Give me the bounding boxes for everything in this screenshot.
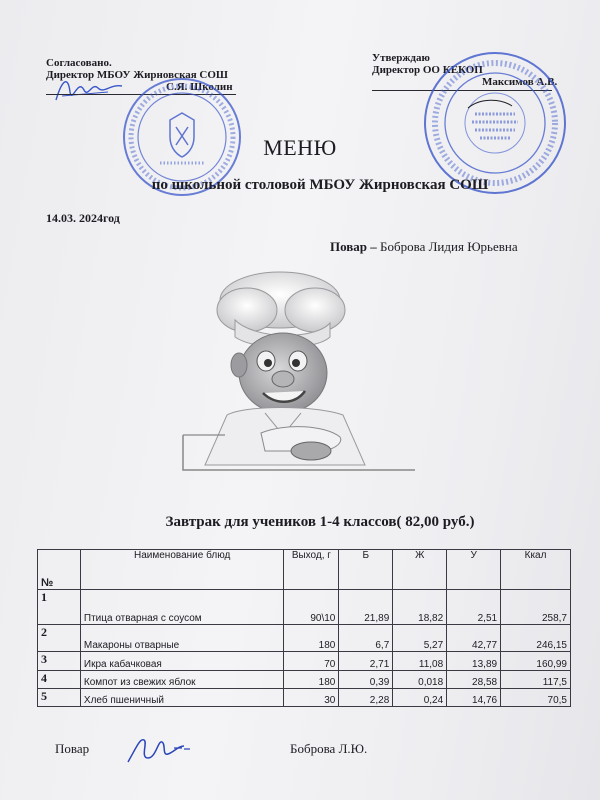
cell-u: 42,77 <box>447 625 501 652</box>
approval-label: Согласовано. <box>46 57 112 69</box>
approval-name: С.Я. Школин <box>166 81 233 93</box>
cell-zh: 5,27 <box>393 625 447 652</box>
cell-zh: 0,018 <box>393 671 447 689</box>
chef-illustration <box>165 265 425 480</box>
cell-num: 5 <box>38 689 81 707</box>
footer-cook-name: Боброва Л.Ю. <box>290 741 368 756</box>
confirm-position: Директор ОО КЕКОП <box>372 64 483 76</box>
cell-num: 4 <box>38 671 81 689</box>
cell-num: 3 <box>38 652 81 671</box>
cell-name: Икра кабачковая <box>80 652 284 671</box>
organization-stamp <box>420 48 570 198</box>
cell-yield: 90\10 <box>284 590 339 625</box>
cell-kcal: 258,7 <box>501 590 571 625</box>
cell-yield: 30 <box>284 689 339 707</box>
cell-kcal: 117,5 <box>501 671 571 689</box>
cell-yield: 70 <box>284 652 339 671</box>
cell-b: 2,71 <box>339 652 393 671</box>
cell-name: Компот из свежих яблок <box>80 671 284 689</box>
cell-yield: 180 <box>284 671 339 689</box>
menu-table <box>37 549 571 707</box>
cell-name: Макароны отварные <box>80 625 284 652</box>
cell-u: 13,89 <box>447 652 501 671</box>
col-header-u: У <box>447 550 501 590</box>
cell-b: 2,28 <box>339 689 393 707</box>
breakfast-title: Завтрак для учеников 1-4 классов( 82,00 руб.) <box>165 514 475 530</box>
col-header-num: № <box>38 550 81 590</box>
cell-u: 14,76 <box>447 689 501 707</box>
table-row <box>38 671 571 689</box>
col-header-zh: Ж <box>393 550 447 590</box>
cook-line <box>330 239 518 255</box>
cell-u: 2,51 <box>447 590 501 625</box>
cook-label: Повар – <box>330 239 377 254</box>
col-header-name: Наименование блюд <box>80 550 284 590</box>
cell-b: 21,89 <box>339 590 393 625</box>
col-header-yield: Выход, г <box>284 550 339 590</box>
page-subtitle: по школьной столовой МБОУ Жирновская СОШ <box>151 177 489 193</box>
cell-kcal: 160,99 <box>501 652 571 671</box>
cell-num: 2 <box>38 625 81 652</box>
table-row <box>38 590 571 625</box>
table-header-row <box>38 550 571 590</box>
col-header-b: Б <box>339 550 393 590</box>
table-row <box>38 652 571 671</box>
confirm-label: Утверждаю <box>372 52 430 64</box>
cook-signature <box>118 728 198 768</box>
approval-position: Директор МБОУ Жирновская СОШ <box>46 69 229 81</box>
cell-kcal: 246,15 <box>501 625 571 652</box>
footer-cook-label: Повар <box>55 741 90 756</box>
cell-num: 1 <box>38 590 81 625</box>
table-row <box>38 689 571 707</box>
cell-name: Птица отварная с соусом <box>80 590 284 625</box>
cook-name: Боброва Лидия Юрьевна <box>380 239 518 254</box>
cell-u: 28,58 <box>447 671 501 689</box>
confirm-name: Максимов А.В. <box>482 76 558 88</box>
cell-zh: 0,24 <box>393 689 447 707</box>
cell-name: Хлеб пшеничный <box>80 689 284 707</box>
col-header-kcal: Ккал <box>501 550 571 590</box>
cell-b: 0,39 <box>339 671 393 689</box>
table-row <box>38 625 571 652</box>
cell-zh: 11,08 <box>393 652 447 671</box>
cell-yield: 180 <box>284 625 339 652</box>
menu-date: 14.03. 2024год <box>46 211 120 225</box>
cell-b: 6,7 <box>339 625 393 652</box>
page-title: МЕНЮ <box>263 135 337 160</box>
cell-zh: 18,82 <box>393 590 447 625</box>
cell-kcal: 70,5 <box>501 689 571 707</box>
